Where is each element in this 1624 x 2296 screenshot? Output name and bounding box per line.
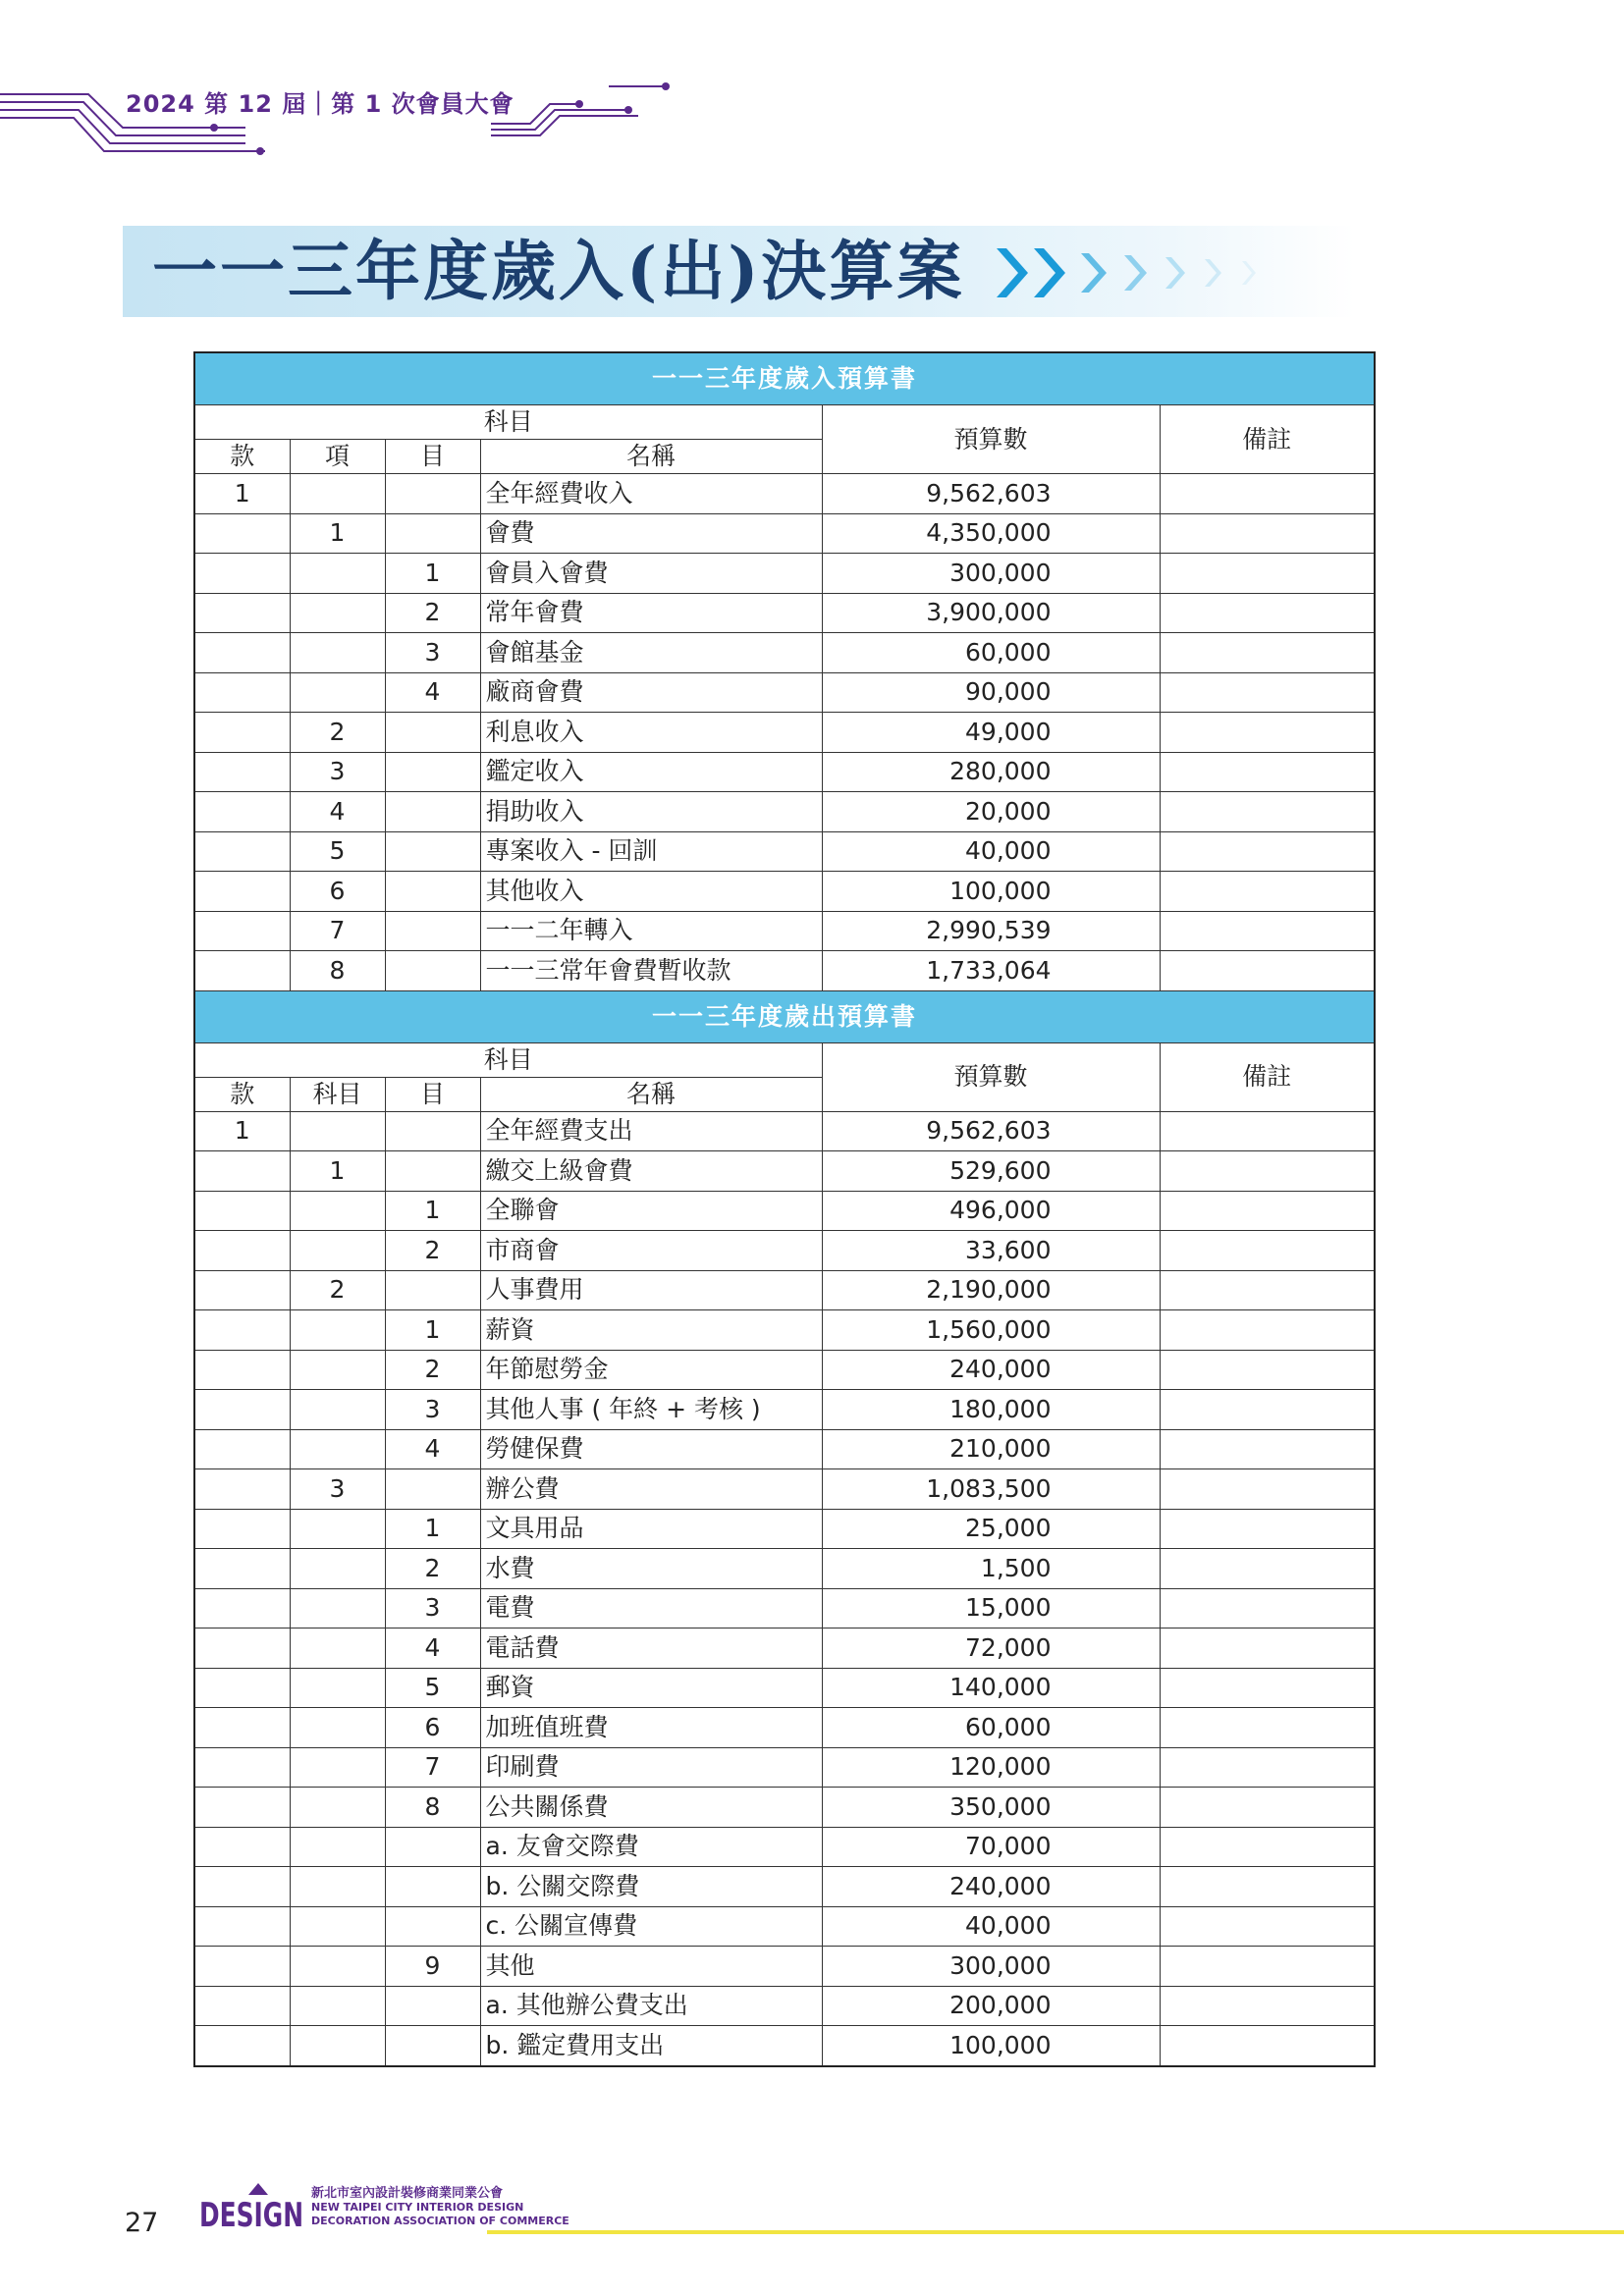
mu-cell [385, 1986, 480, 2026]
table-row [194, 1629, 1375, 1669]
xiang-cell [290, 1231, 385, 1271]
kuan-cell [194, 1827, 290, 1867]
logo-word: DESIGN [199, 2196, 303, 2235]
note-cell [1160, 1747, 1375, 1788]
amount-cell: 2,190,000 [822, 1270, 1160, 1310]
mu-header: 目 [385, 1077, 480, 1111]
note-cell [1160, 1947, 1375, 1987]
xiang-cell [290, 1668, 385, 1708]
item-name-cell: 薪資 [480, 1310, 822, 1351]
note-cell [1160, 1151, 1375, 1192]
mu-cell: 1 [385, 554, 480, 594]
xiang-cell [290, 1191, 385, 1231]
amount-cell: 49,000 [822, 713, 1160, 753]
item-name-cell: a. 其他辦公費支出 [480, 1986, 822, 2026]
mu-cell: 3 [385, 1588, 480, 1629]
table-row [194, 1270, 1375, 1310]
kuan-cell [194, 872, 290, 912]
item-name-cell: 全年經費支出 [480, 1111, 822, 1151]
kuan-cell [194, 951, 290, 991]
mu-cell [385, 474, 480, 514]
amount-cell: 1,733,064 [822, 951, 1160, 991]
amount-cell: 3,900,000 [822, 593, 1160, 633]
note-cell [1160, 1350, 1375, 1390]
note-cell [1160, 1191, 1375, 1231]
kuan-cell [194, 1788, 290, 1828]
kuan-cell [194, 554, 290, 594]
mu-cell: 1 [385, 1191, 480, 1231]
table-row [194, 831, 1375, 872]
note-cell [1160, 1509, 1375, 1549]
kuan-cell [194, 1469, 290, 1510]
xiang-header: 項 [290, 440, 385, 474]
note-cell [1160, 951, 1375, 991]
note-cell [1160, 1827, 1375, 1867]
mu-cell: 4 [385, 672, 480, 713]
table-row [194, 593, 1375, 633]
item-name-cell: 水費 [480, 1549, 822, 1589]
xiang-cell [290, 1390, 385, 1430]
note-cell [1160, 752, 1375, 792]
xiang-cell: 2 [290, 1270, 385, 1310]
xiang-cell: 7 [290, 911, 385, 951]
note-cell [1160, 1429, 1375, 1469]
table-row [194, 1350, 1375, 1390]
mu-cell [385, 513, 480, 554]
note-cell [1160, 1231, 1375, 1271]
amount-cell: 40,000 [822, 1906, 1160, 1947]
mu-cell: 1 [385, 1310, 480, 1351]
mu-cell: 2 [385, 1350, 480, 1390]
table-row [194, 1947, 1375, 1987]
note-cell [1160, 1867, 1375, 1907]
table-row [194, 872, 1375, 912]
mu-cell [385, 1151, 480, 1192]
table-row [194, 1231, 1375, 1271]
subject-label: 科目 [194, 1042, 822, 1077]
note-cell [1160, 593, 1375, 633]
amount-cell: 15,000 [822, 1588, 1160, 1629]
xiang-cell: 6 [290, 872, 385, 912]
amount-cell: 90,000 [822, 672, 1160, 713]
xiang-cell: 4 [290, 792, 385, 832]
note-cell [1160, 911, 1375, 951]
kuan-cell [194, 1350, 290, 1390]
amount-cell: 200,000 [822, 1986, 1160, 2026]
table-row [194, 672, 1375, 713]
item-name-cell: 其他收入 [480, 872, 822, 912]
note-cell [1160, 1390, 1375, 1430]
kuan-cell: 1 [194, 474, 290, 514]
xiang-cell [290, 1708, 385, 1748]
amount-cell: 210,000 [822, 1429, 1160, 1469]
note-cell [1160, 633, 1375, 673]
item-name-cell: c. 公關宣傳費 [480, 1906, 822, 1947]
xiang-cell [290, 1429, 385, 1469]
note-cell [1160, 1788, 1375, 1828]
mu-cell [385, 911, 480, 951]
item-name-cell: 年節慰勞金 [480, 1350, 822, 1390]
item-name-cell: b. 鑑定費用支出 [480, 2026, 822, 2066]
item-name-cell: 公共關係費 [480, 1788, 822, 1828]
item-name-cell: 一一二年轉入 [480, 911, 822, 951]
mu-cell: 9 [385, 1947, 480, 1987]
table-row [194, 1906, 1375, 1947]
xiang-cell [290, 1906, 385, 1947]
item-name-cell: 繳交上級會費 [480, 1151, 822, 1192]
kuan-cell [194, 2026, 290, 2066]
mu-cell [385, 713, 480, 753]
table-row [194, 1151, 1375, 1192]
meeting-title: 2024 第 12 屆｜第 1 次會員大會 [126, 90, 514, 118]
xiang-cell [290, 1788, 385, 1828]
note-cell [1160, 713, 1375, 753]
item-name-cell: 全聯會 [480, 1191, 822, 1231]
xiang-cell [290, 1986, 385, 2026]
item-name-cell: 會費 [480, 513, 822, 554]
item-name-cell: 其他 [480, 1947, 822, 1987]
xiang-cell [290, 593, 385, 633]
kuan-cell [194, 1708, 290, 1748]
xiang-cell: 3 [290, 1469, 385, 1510]
amount-cell: 529,600 [822, 1151, 1160, 1192]
amount-cell: 240,000 [822, 1867, 1160, 1907]
kuan-cell [194, 1867, 290, 1907]
xiang-cell: 3 [290, 752, 385, 792]
mu-cell [385, 872, 480, 912]
xiang-cell [290, 1549, 385, 1589]
note-cell [1160, 2026, 1375, 2066]
note-cell [1160, 1629, 1375, 1669]
mu-cell: 2 [385, 1231, 480, 1271]
note-cell [1160, 1906, 1375, 1947]
table-row [194, 951, 1375, 991]
amount-cell: 140,000 [822, 1668, 1160, 1708]
mu-cell: 3 [385, 1390, 480, 1430]
kuan-cell [194, 831, 290, 872]
kuan-cell [194, 1747, 290, 1788]
item-name-cell: 辦公費 [480, 1469, 822, 1510]
table-row [194, 1788, 1375, 1828]
kuan-cell [194, 513, 290, 554]
xiang-cell [290, 2026, 385, 2066]
table-row [194, 1588, 1375, 1629]
amount-cell: 1,560,000 [822, 1310, 1160, 1351]
item-name-cell: 利息收入 [480, 713, 822, 753]
amount-cell: 2,990,539 [822, 911, 1160, 951]
amount-cell: 60,000 [822, 633, 1160, 673]
amount-cell: 40,000 [822, 831, 1160, 872]
amount-cell: 60,000 [822, 1708, 1160, 1748]
kuan-cell: 1 [194, 1111, 290, 1151]
xiang-cell [290, 633, 385, 673]
kuan-cell [194, 1986, 290, 2026]
kuan-cell [194, 1947, 290, 1987]
mu-cell: 7 [385, 1747, 480, 1788]
kuan-header: 款 [194, 440, 290, 474]
table-row [194, 1191, 1375, 1231]
table-row [194, 1429, 1375, 1469]
mu-cell [385, 792, 480, 832]
note-cell [1160, 1111, 1375, 1151]
table-row [194, 2026, 1375, 2066]
xiang-cell [290, 554, 385, 594]
table-row [194, 554, 1375, 594]
mu-cell: 3 [385, 633, 480, 673]
amount-cell: 300,000 [822, 1947, 1160, 1987]
table-row [194, 911, 1375, 951]
table-row [194, 792, 1375, 832]
amount-cell: 100,000 [822, 2026, 1160, 2066]
amount-cell: 4,350,000 [822, 513, 1160, 554]
amount-cell: 100,000 [822, 872, 1160, 912]
mu-cell: 5 [385, 1668, 480, 1708]
table-row [194, 1986, 1375, 2026]
kuan-cell [194, 1549, 290, 1589]
xiang-cell: 5 [290, 831, 385, 872]
kuan-cell [194, 1629, 290, 1669]
table-row [194, 633, 1375, 673]
kuan-cell [194, 1270, 290, 1310]
mu-cell [385, 752, 480, 792]
mu-cell: 2 [385, 593, 480, 633]
mu-header: 目 [385, 440, 480, 474]
income-column-header [194, 405, 1375, 440]
kuan-cell [194, 633, 290, 673]
kuan-cell [194, 1906, 290, 1947]
xiang-cell [290, 1310, 385, 1351]
xiang-cell [290, 1111, 385, 1151]
xiang-cell [290, 1629, 385, 1669]
item-name-cell: 其他人事 ( 年終 + 考核 ) [480, 1390, 822, 1430]
kuan-cell [194, 593, 290, 633]
note-cell [1160, 554, 1375, 594]
mu-cell [385, 1906, 480, 1947]
table-row [194, 1111, 1375, 1151]
kuan-cell [194, 1429, 290, 1469]
amount-header: 預算數 [822, 405, 1160, 474]
item-name-cell: 捐助收入 [480, 792, 822, 832]
xiang-cell: 1 [290, 513, 385, 554]
org-name [311, 2187, 569, 2228]
xiang-cell [290, 1947, 385, 1987]
kuan-cell [194, 752, 290, 792]
amount-cell: 70,000 [822, 1827, 1160, 1867]
table-row [194, 474, 1375, 514]
mu-cell: 6 [385, 1708, 480, 1748]
item-name-cell: 專案收入 - 回訓 [480, 831, 822, 872]
table-row [194, 1549, 1375, 1589]
xiang-cell [290, 1350, 385, 1390]
mu-cell [385, 1827, 480, 1867]
mu-cell: 8 [385, 1788, 480, 1828]
xiang-cell [290, 672, 385, 713]
xiang-cell: 1 [290, 1151, 385, 1192]
amount-cell: 33,600 [822, 1231, 1160, 1271]
amount-cell: 25,000 [822, 1509, 1160, 1549]
name-header: 名稱 [480, 440, 822, 474]
kuan-cell [194, 792, 290, 832]
note-cell [1160, 1708, 1375, 1748]
amount-cell: 280,000 [822, 752, 1160, 792]
table-row [194, 713, 1375, 753]
amount-cell: 120,000 [822, 1747, 1160, 1788]
kuan-cell [194, 1509, 290, 1549]
kuan-cell [194, 1310, 290, 1351]
mu-cell: 4 [385, 1429, 480, 1469]
amount-cell: 9,562,603 [822, 1111, 1160, 1151]
note-cell [1160, 1549, 1375, 1589]
table-row [194, 752, 1375, 792]
item-name-cell: 常年會費 [480, 593, 822, 633]
note-cell [1160, 1668, 1375, 1708]
item-name-cell: 會員入會費 [480, 554, 822, 594]
expense-section-title: 一一三年度歲出預算書 [194, 990, 1375, 1042]
amount-cell: 300,000 [822, 554, 1160, 594]
note-cell [1160, 1588, 1375, 1629]
kuan-cell [194, 911, 290, 951]
amount-cell: 1,500 [822, 1549, 1160, 1589]
table-row [194, 1469, 1375, 1510]
item-name-cell: 市商會 [480, 1231, 822, 1271]
mu-cell: 1 [385, 1509, 480, 1549]
item-name-cell: 印刷費 [480, 1747, 822, 1788]
note-cell [1160, 474, 1375, 514]
kuan-cell [194, 1151, 290, 1192]
mu-cell: 2 [385, 1549, 480, 1589]
note-header: 備註 [1160, 405, 1375, 474]
xiang-cell [290, 1588, 385, 1629]
item-name-cell: a. 友會交際費 [480, 1827, 822, 1867]
note-header: 備註 [1160, 1042, 1375, 1111]
table-row [194, 1390, 1375, 1430]
footer-line [487, 2230, 1624, 2234]
xiang-cell [290, 1509, 385, 1549]
org-name-zh: 新北市室內設計裝修商業同業公會 [311, 2186, 504, 2201]
page-title: 一一三年度歲入(出)決算案 [152, 233, 965, 309]
item-name-cell: 文具用品 [480, 1509, 822, 1549]
chevron-arrows-icon [997, 243, 1330, 302]
income-section-title: 一一三年度歲入預算書 [194, 352, 1375, 405]
item-name-cell: 加班值班費 [480, 1708, 822, 1748]
xiang-cell [290, 474, 385, 514]
amount-cell: 72,000 [822, 1629, 1160, 1669]
mu-cell: 4 [385, 1629, 480, 1669]
mu-cell [385, 1867, 480, 1907]
table-row [194, 1310, 1375, 1351]
mu-cell [385, 1469, 480, 1510]
item-name-cell: 人事費用 [480, 1270, 822, 1310]
kuan-cell [194, 1668, 290, 1708]
note-cell [1160, 1270, 1375, 1310]
kuan-cell [194, 713, 290, 753]
table-row [194, 1867, 1375, 1907]
mu-cell [385, 1270, 480, 1310]
mu-cell [385, 831, 480, 872]
amount-cell: 496,000 [822, 1191, 1160, 1231]
xiang-cell [290, 1867, 385, 1907]
org-name-en-2: DECORATION ASSOCIATION OF COMMERCE [311, 2215, 569, 2227]
amount-cell: 240,000 [822, 1350, 1160, 1390]
mu-cell [385, 2026, 480, 2066]
kuan-cell [194, 672, 290, 713]
item-name-cell: 會館基金 [480, 633, 822, 673]
page-number: 27 [125, 2208, 159, 2238]
item-name-cell: 電費 [480, 1588, 822, 1629]
expense-column-header [194, 1042, 1375, 1077]
xiang-header: 科目 [290, 1077, 385, 1111]
kuan-cell [194, 1231, 290, 1271]
xiang-cell [290, 1747, 385, 1788]
note-cell [1160, 792, 1375, 832]
budget-table [193, 351, 1376, 2067]
amount-cell: 9,562,603 [822, 474, 1160, 514]
note-cell [1160, 1469, 1375, 1510]
note-cell [1160, 831, 1375, 872]
table-row [194, 1827, 1375, 1867]
table-row [194, 513, 1375, 554]
note-cell [1160, 672, 1375, 713]
mu-cell [385, 1111, 480, 1151]
table-row [194, 1747, 1375, 1788]
item-name-cell: 一一三常年會費暫收款 [480, 951, 822, 991]
name-header: 名稱 [480, 1077, 822, 1111]
amount-cell: 350,000 [822, 1788, 1160, 1828]
item-name-cell: b. 公關交際費 [480, 1867, 822, 1907]
table-row [194, 1509, 1375, 1549]
kuan-cell [194, 1191, 290, 1231]
note-cell [1160, 1986, 1375, 2026]
kuan-cell [194, 1390, 290, 1430]
item-name-cell: 勞健保費 [480, 1429, 822, 1469]
kuan-header: 款 [194, 1077, 290, 1111]
kuan-cell [194, 1588, 290, 1629]
table-row [194, 1708, 1375, 1748]
mu-cell [385, 951, 480, 991]
income-section-header [194, 352, 1375, 405]
item-name-cell: 郵資 [480, 1668, 822, 1708]
note-cell [1160, 1310, 1375, 1351]
note-cell [1160, 513, 1375, 554]
item-name-cell: 廠商會費 [480, 672, 822, 713]
xiang-cell [290, 1827, 385, 1867]
amount-header: 預算數 [822, 1042, 1160, 1111]
item-name-cell: 全年經費收入 [480, 474, 822, 514]
subject-label: 科目 [194, 405, 822, 440]
xiang-cell: 8 [290, 951, 385, 991]
item-name-cell: 電話費 [480, 1629, 822, 1669]
page-header [0, 59, 687, 157]
amount-cell: 20,000 [822, 792, 1160, 832]
org-name-en-1: NEW TAIPEI CITY INTERIOR DESIGN [311, 2201, 524, 2214]
title-banner [123, 226, 1355, 317]
table-row [194, 1668, 1375, 1708]
amount-cell: 1,083,500 [822, 1469, 1160, 1510]
design-logo-icon [199, 2181, 307, 2235]
amount-cell: 180,000 [822, 1390, 1160, 1430]
item-name-cell: 鑑定收入 [480, 752, 822, 792]
xiang-cell: 2 [290, 713, 385, 753]
note-cell [1160, 872, 1375, 912]
expense-section-header [194, 990, 1375, 1042]
